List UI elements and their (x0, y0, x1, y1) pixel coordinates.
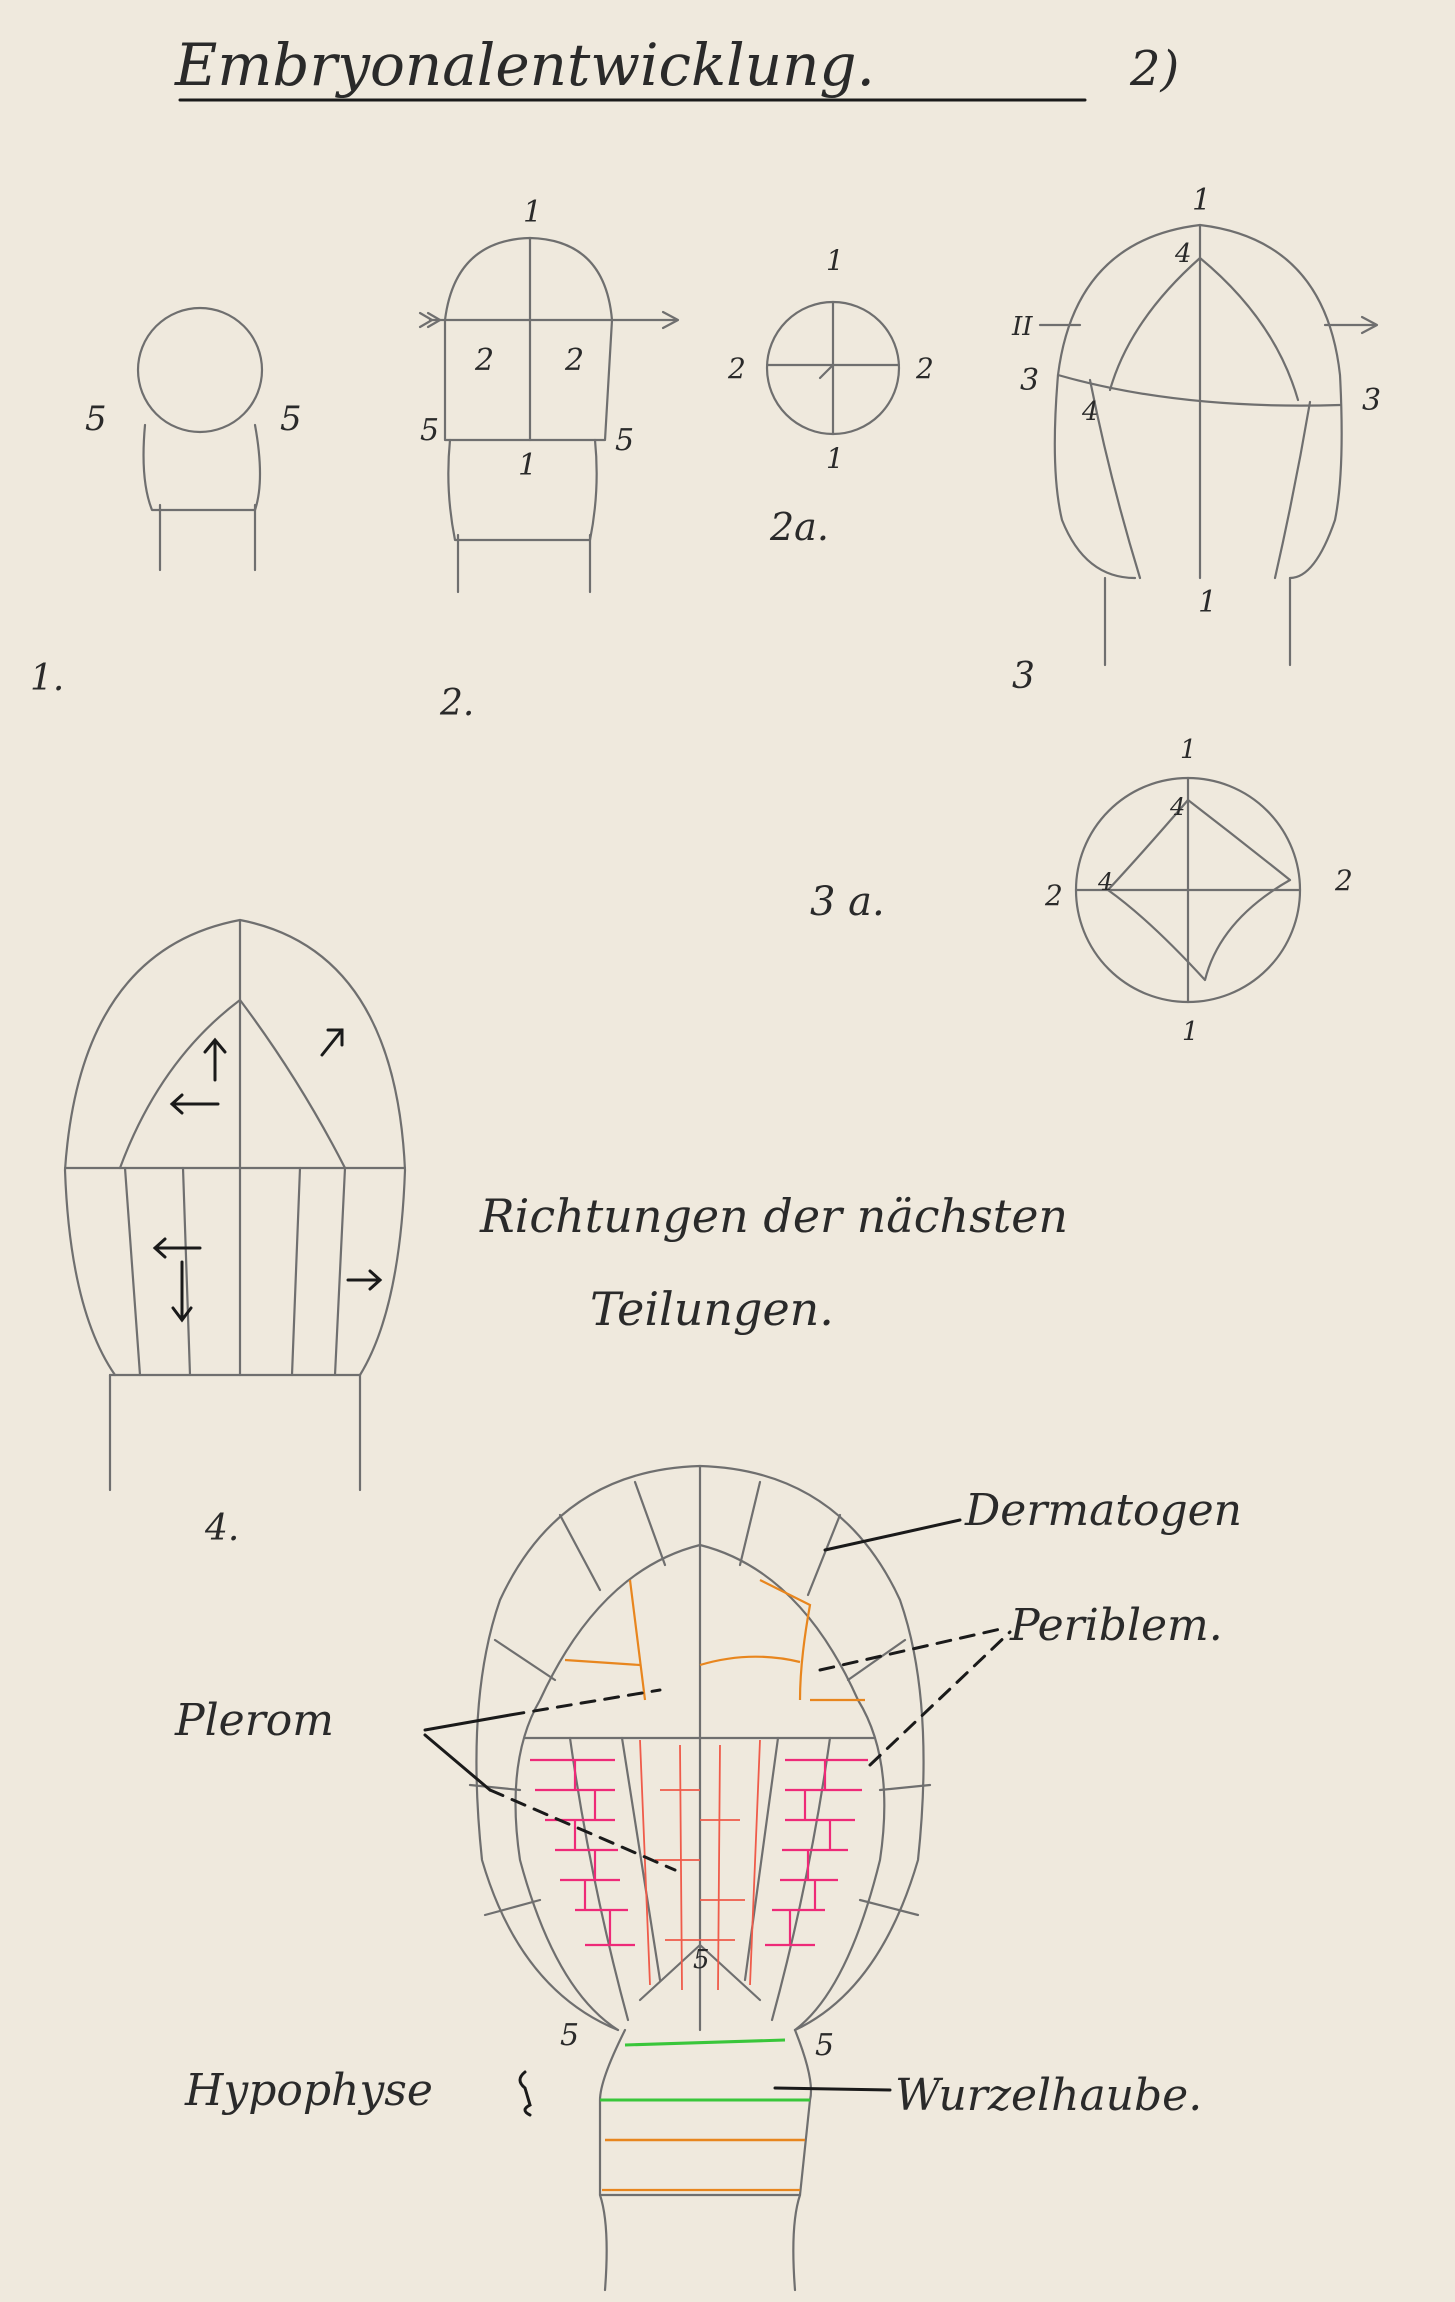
fig3-right: 3 (1362, 383, 1382, 418)
fig3a-top: 1 (1180, 735, 1197, 765)
fig2-label: 2. (440, 683, 475, 724)
label-dermatogen: Dermatogen (965, 1485, 1243, 1536)
fig3-bottom: 1 (1198, 585, 1218, 620)
label-plerom: Plerom (175, 1695, 334, 1746)
fig3a-top-inner: 4 (1170, 793, 1186, 821)
fig2-right: 2 (565, 343, 585, 378)
fig3a-bottom: 1 (1182, 1017, 1199, 1047)
fig5-left-num: 5 (560, 2018, 580, 2053)
fig3a-label: 3 a. (810, 879, 885, 925)
fig1-cell-right: 5 (280, 399, 302, 439)
figure-3 (1011, 183, 1381, 697)
fig2a-bottom: 1 (826, 442, 844, 475)
fig1-label: 1. (30, 658, 65, 699)
fig5-center-num: 5 (693, 1945, 710, 1975)
fig3-arrow-mark: II (1012, 312, 1033, 342)
fig2a-top: 1 (826, 244, 844, 277)
caption-line-2: Teilungen. (590, 1282, 834, 1336)
fig3-top-inner: 4 (1175, 239, 1192, 269)
figure-1 (30, 308, 302, 699)
figure-3a (810, 735, 1353, 1047)
fig3a-left-inner: 4 (1098, 868, 1114, 896)
fig3-inner-left: 4 (1082, 397, 1099, 427)
fig2-top: 1 (523, 195, 543, 230)
fig3-label: 3 (1012, 656, 1035, 697)
fig2a-right: 2 (916, 352, 934, 385)
label-hypophyse: Hypophyse (185, 2065, 433, 2116)
label-wurzelhaube: Wurzelhaube. (895, 2070, 1203, 2121)
figure-5 (425, 1466, 1010, 2290)
figure-2a (727, 244, 934, 549)
caption-line-1: Richtungen der nächsten (480, 1189, 1069, 1243)
fig4-label: 4. (205, 1508, 240, 1549)
figure-2 (420, 195, 678, 724)
fig1-cell-left: 5 (85, 399, 107, 439)
fig3-left: 3 (1020, 363, 1040, 398)
plate-title: Embryonalentwicklung. (175, 31, 875, 99)
fig2-bottom: 1 (518, 448, 538, 483)
fig2-side-left: 5 (420, 413, 440, 448)
figure-4 (65, 920, 405, 1549)
page-marker: 2) (1130, 41, 1180, 97)
fig2a-left: 2 (728, 352, 746, 385)
fig2-left: 2 (475, 343, 495, 378)
fig3a-right: 2 (1335, 864, 1353, 897)
fig5-right-num: 5 (815, 2028, 835, 2063)
fig2a-label: 2a. (770, 505, 829, 549)
fig2-side-right: 5 (615, 423, 635, 458)
fig3-top: 1 (1192, 183, 1212, 218)
fig3a-left: 2 (1045, 879, 1063, 912)
label-periblem: Periblem. (1010, 1600, 1223, 1651)
